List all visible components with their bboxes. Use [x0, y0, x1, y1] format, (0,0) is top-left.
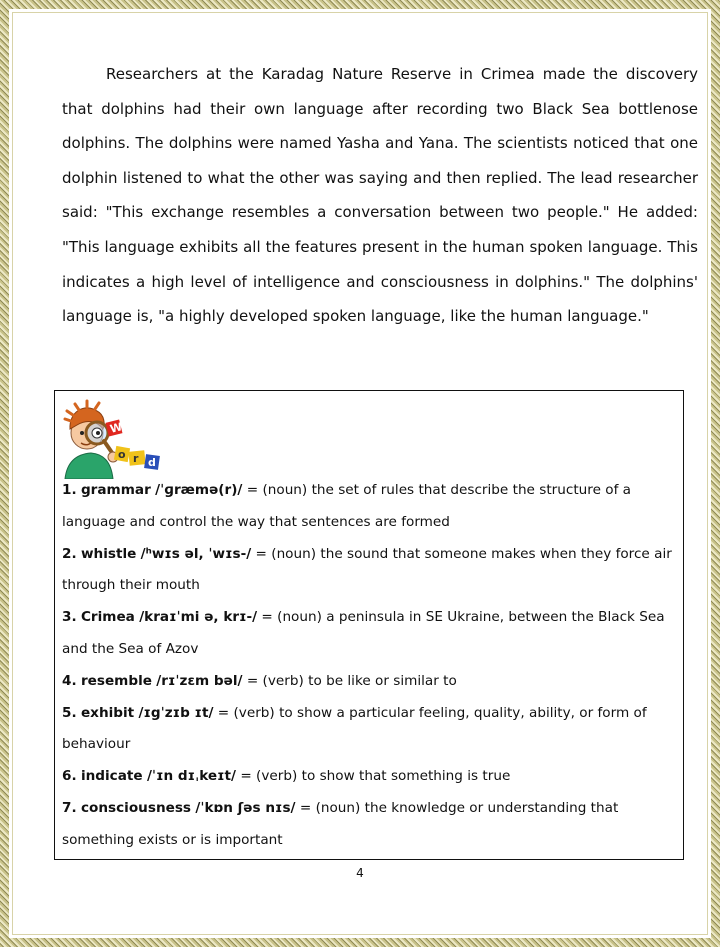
reading-passage [62, 57, 698, 334]
passage-text: Researchers at the Karadag Nature Reserve in Crimea made the discovery that dolphins had their own language after recording two Black Sea bottlenose dolphins. The dolphins were named Yasha and Yana. The scientists noticed that one dolphin listened to what the other was saying and then replied. The lead researcher said: "This exchange resembles a conversation between two people." He added: "This language exhibits all the features present in the human spoken language. This indicates a high level of intelligence and consciousness in dolphins." The dolphins' language is, "a highly developed spoken language, like the human language." [62, 65, 698, 326]
vocab-definition: the knowledge or understanding that something exists or is important [62, 799, 619, 848]
vocab-definition: the set of rules that describe the structure of a language and control the way that sentences are formed [62, 482, 632, 530]
vocabulary-box [54, 390, 684, 860]
vocab-pronunciation: /ɪgˈzɪb ɪt/ [138, 704, 214, 721]
vocab-definition: to show a particular feeling, quality, ability, or form of behaviour [62, 704, 647, 753]
vocab-word: whistle [80, 545, 137, 562]
vocab-definition: the sound that someone makes when they force air through their mouth [62, 545, 672, 594]
vocab-word: indicate [80, 768, 143, 785]
svg-text:r: r [133, 452, 139, 465]
vocab-pronunciation: /kraɪˈmi ə, krɪ-/ [139, 609, 258, 626]
vocab-part-of-speech: (verb) [256, 768, 298, 785]
vocab-part-of-speech: (noun) [271, 545, 317, 562]
vocab-entry: 2. whistle /ʰwɪs əl, ˈwɪs-/ = (noun) the sound that someone makes when they force air through their mouth [62, 545, 672, 594]
vocab-pronunciation: /ˈɡræmə(r)/ [155, 482, 243, 498]
vocab-definition: to be like or similar to [308, 672, 457, 689]
vocab-part-of-speech: (noun) [262, 482, 308, 498]
vocab-part-of-speech: (noun) [277, 609, 322, 626]
vocab-word: Crimea [80, 609, 135, 626]
vocab-word: grammar [80, 482, 151, 498]
svg-text:d: d [148, 456, 156, 469]
vocab-word: resemble [80, 672, 152, 689]
vocab-pronunciation: /rɪˈzɛm bəl/ [156, 672, 243, 689]
vocab-part-of-speech: (noun) [315, 799, 361, 816]
vocab-entry: 1. grammar /ˈɡræmə(r)/ = (noun) the set of rules that describe the structure of a language and control the way that sentences are formed [62, 482, 632, 530]
svg-text:o: o [118, 448, 126, 461]
vocab-word: consciousness [80, 799, 192, 816]
vocab-pronunciation: /ˈkɒn ʃəs nɪs/ [195, 799, 296, 816]
vocab-definition: to show that something is true [301, 768, 511, 785]
vocabulary-list [62, 475, 674, 857]
vocab-entry: 3. Crimea /kraɪˈmi ə, krɪ-/ = (noun) a peninsula in SE Ukraine, between the Black Sea and the Sea of Azov [62, 609, 665, 657]
svg-text:W: W [108, 420, 124, 436]
vocab-entry: 7. consciousness /ˈkɒn ʃəs nɪs/ = (noun) the knowledge or understanding that something exists or is important [62, 799, 619, 848]
vocab-entry: 5. exhibit /ɪgˈzɪb ɪt/ = (verb) to show a particular feeling, quality, ability, or form of behaviour [62, 704, 647, 753]
vocab-definition: a peninsula in SE Ukraine, between the Black Sea and the Sea of Azov [62, 609, 665, 657]
vocab-pronunciation: /ʰwɪs əl, ˈwɪs-/ [140, 545, 252, 562]
vocab-part-of-speech: (verb) [262, 672, 304, 689]
vocab-part-of-speech: (verb) [233, 704, 275, 721]
page-number: 4 [356, 866, 364, 880]
vocab-entry: 6. indicate /ˈɪn dɪˌkeɪt/ = (verb) to show that something is true [62, 768, 511, 785]
vocab-entry: 4. resemble /rɪˈzɛm bəl/ = (verb) to be like or similar to [62, 672, 457, 689]
vocab-pronunciation: /ˈɪn dɪˌkeɪt/ [146, 768, 236, 785]
boy-with-magnifier-icon [57, 399, 163, 479]
vocab-word: exhibit [80, 704, 135, 721]
